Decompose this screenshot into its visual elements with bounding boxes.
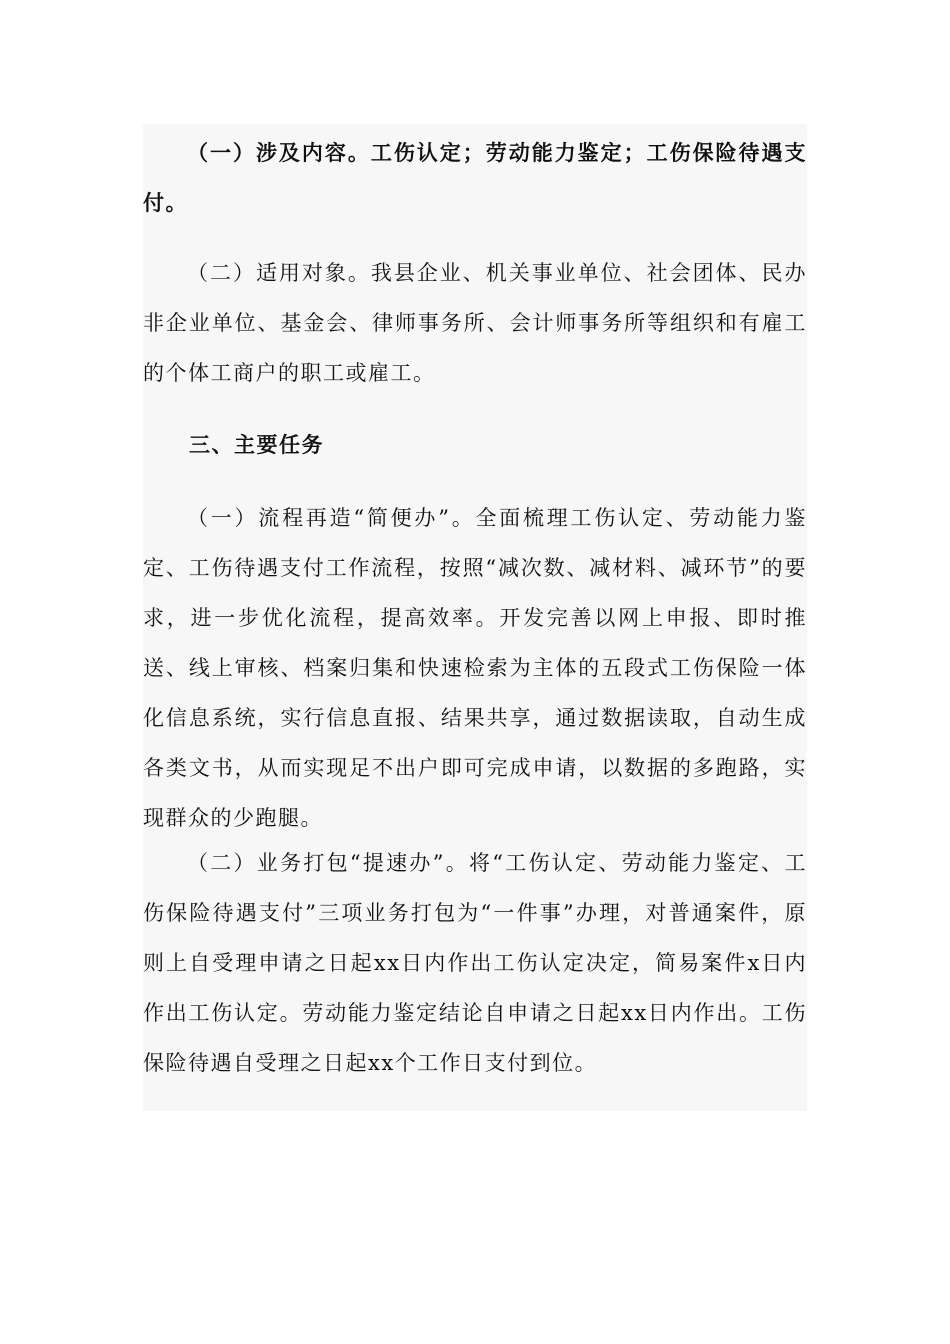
document-content-block bbox=[143, 124, 807, 1111]
paragraph-scope-content: （一）涉及内容。工伤认定；劳动能力鉴定；工伤保险待遇支付。 bbox=[143, 140, 807, 215]
paragraph-applicable-objects: （二）适用对象。我县企业、机关事业单位、社会团体、民办非企业单位、基金会、律师事务所、会计师事务所等组织和有雇工的个体工商户的职工或雇工。 bbox=[143, 261, 807, 385]
paragraph-task-one: （一）流程再造“简便办”。全面梳理工伤认定、劳动能力鉴定、工伤待遇支付工作流程，按照“减次数、减材料、减环节”的要求，进一步优化流程，提高效率。开发完善以网上申报、即时推送、线上审核、档案归集和快速检索为主体的五段式工伤保险一体化信息系统，实行信息直报、结果共享，通过数据读取，自动生成各类文书，从而实现足不出户即可完成申请，以数据的多跑路，实现群众的少跑腿。 bbox=[143, 506, 807, 830]
section-heading-main-tasks: 三、主要任务 bbox=[189, 432, 324, 457]
paragraph-task-two: （二）业务打包“提速办”。将“工伤认定、劳动能力鉴定、工伤保险待遇支付”三项业务打包为“一件事”办理，对普通案件，原则上自受理申请之日起xx日内作出工伤认定决定，简易案件x日内作出工伤认定。劳动能力鉴定结论自申请之日起xx日内作出。工伤保险待遇自受理之日起xx个工作日支付到位。 bbox=[143, 851, 807, 1075]
